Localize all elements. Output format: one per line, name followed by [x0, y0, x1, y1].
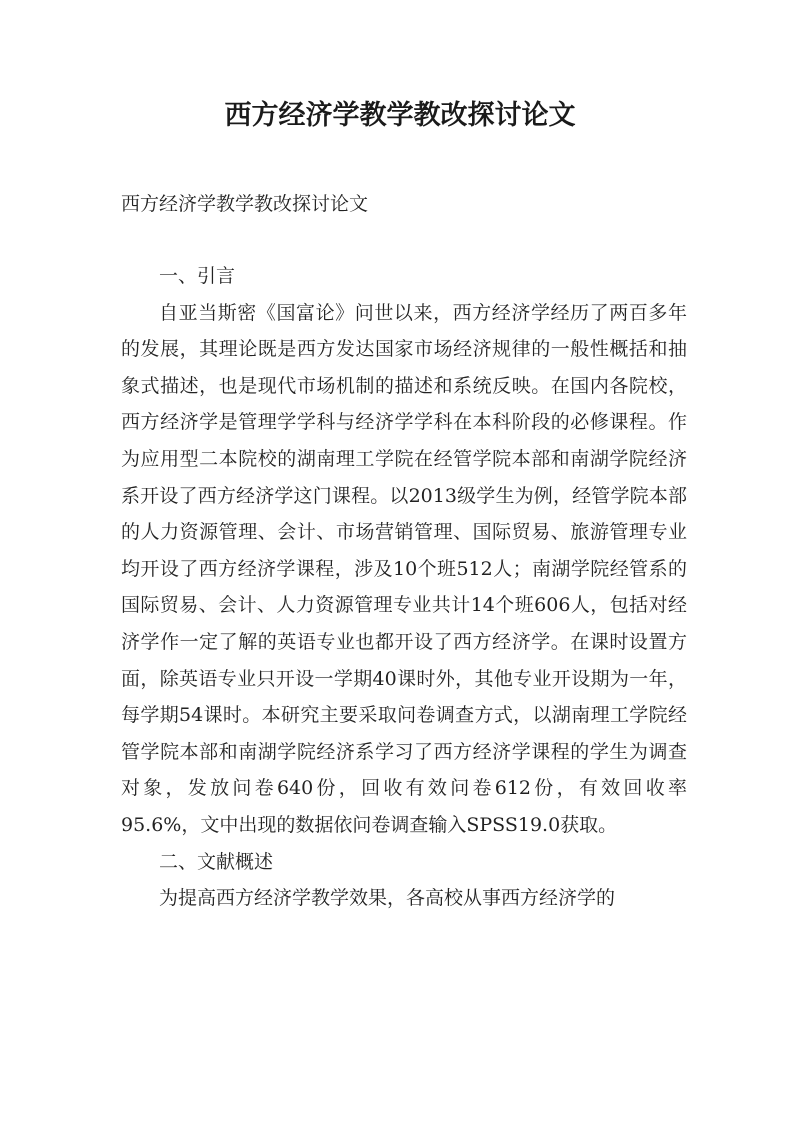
section-paragraph-introduction: 自亚当斯密《国富论》问世以来，西方经济学经历了两百多年的发展，其理论既是西方发达国家市场经济规律的一般性概括和抽象式描述，也是现代市场机制的描述和系统反映。在国内各院校，西方经济学是管理学学科与经济学学科在本科阶段的必修课程。作为应用型二本院校的湖南理工学院在经管学院本部和南湖学院经济系开设了西方经济学这门课程。以2013级学生为例，经管学院本部的人力资源管理、会计、市场营销管理、国际贸易、旅游管理专业均开设了西方经济学课程，涉及10个班512人；南湖学院经管系的国际贸易、会计、人力资源管理专业共计14个班606人，包括对经济学作一定了解的英语专业也都开设了西方经济学。在课时设置方面，除英语专业只开设一学期40课时外，其他专业开设期为一年，每学期54课时。本研究主要采取问卷调查方式，以湖南理工学院经管学院本部和南湖学院经济系学习了西方经济学课程的学生为调查对象，发放问卷640份，回收有效问卷612份，有效回收率95.6%，文中出现的数据依问卷调查输入SPSS19.0获取。: [121, 301, 687, 836]
document-body: [121, 258, 687, 917]
document-subtitle: 西方经济学教学教改探讨论文: [121, 193, 369, 215]
section-heading-literature-review: 二、文献概述: [159, 850, 274, 873]
section-heading-introduction: 一、引言: [159, 265, 236, 287]
section-paragraph-literature-review: 为提高西方经济学教学效果，各高校从事西方经济学的: [159, 887, 616, 910]
document-title: 西方经济学教学教改探讨论文: [224, 100, 576, 131]
